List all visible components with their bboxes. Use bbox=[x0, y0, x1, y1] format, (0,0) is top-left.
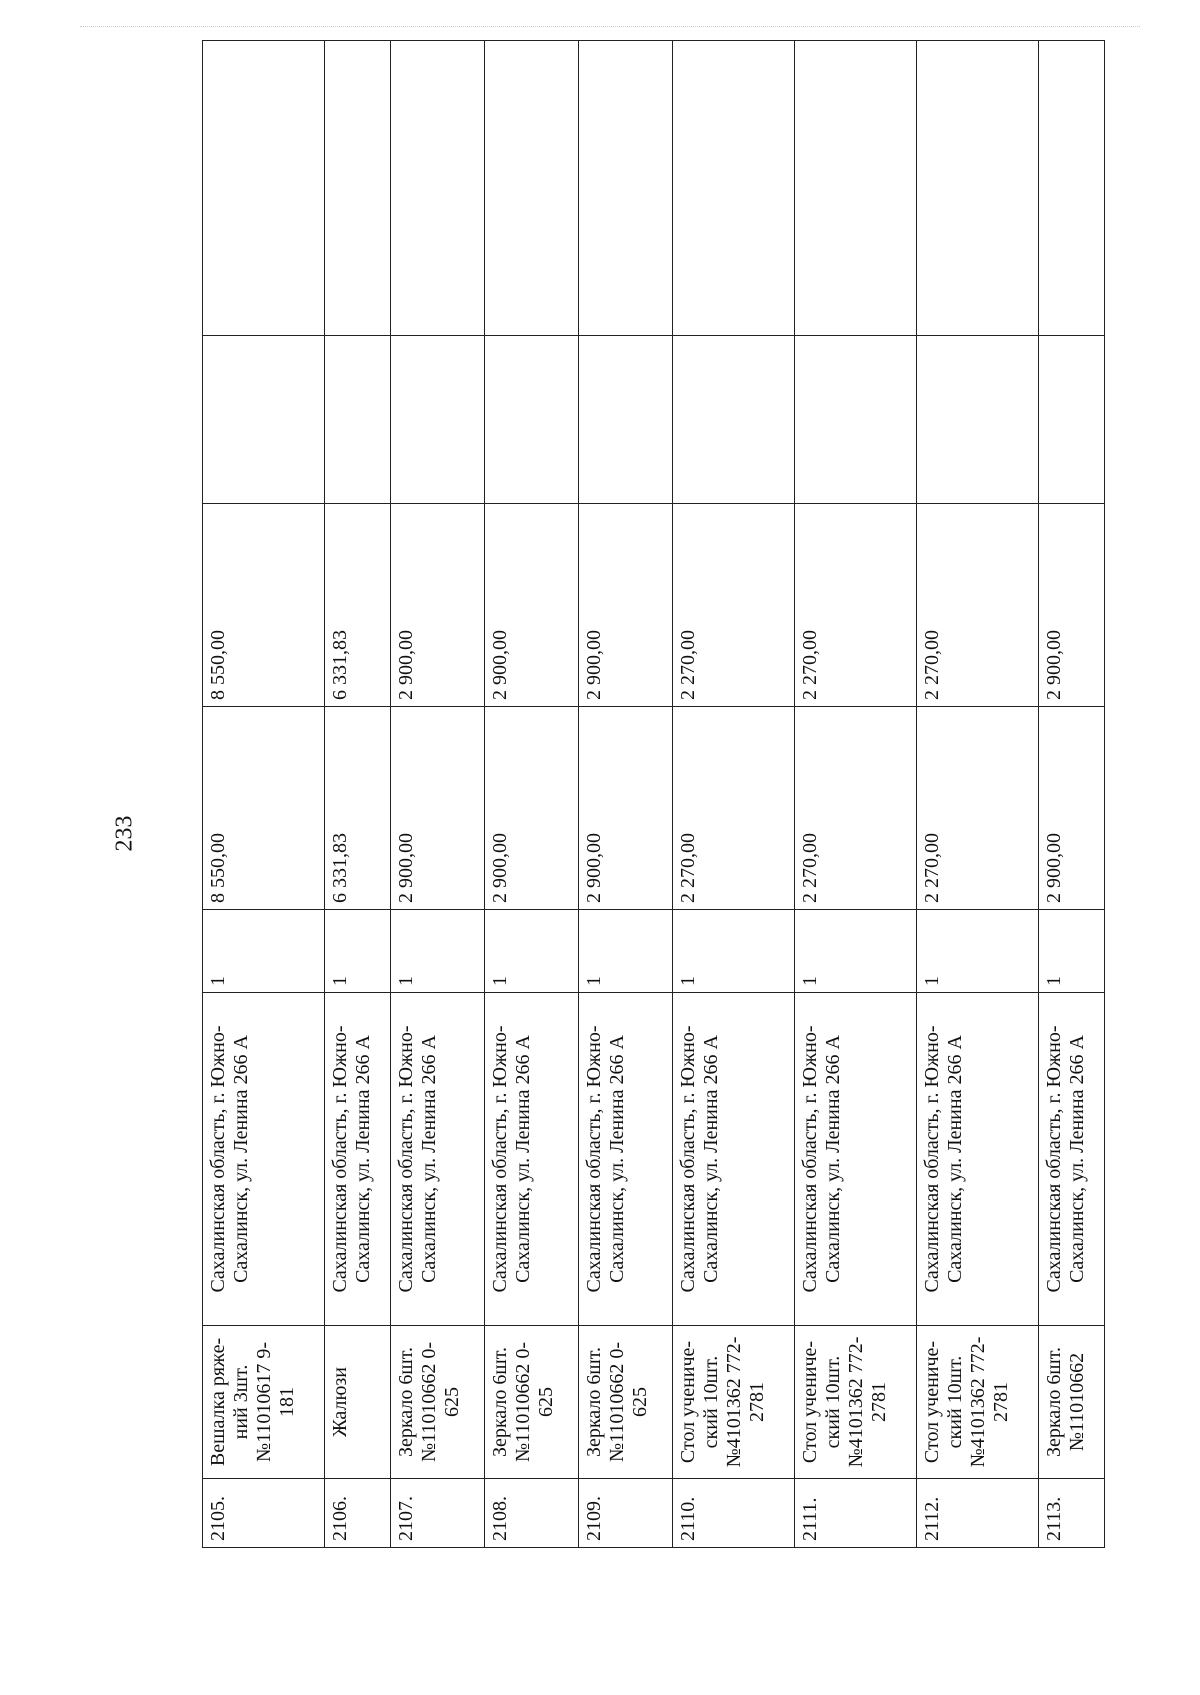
cost-cell: 2 270,00 bbox=[673, 707, 795, 910]
extra-cell-1 bbox=[391, 336, 485, 504]
address-cell: Сахалинская область, г. Южно-Сахалинск, ул. Ленина 266 А bbox=[203, 993, 325, 1326]
row-number-cell: 2112. bbox=[916, 1479, 1038, 1548]
item-name-cell: Стол учениче-ский 10шт.№4101362 772-2781 bbox=[795, 1326, 917, 1479]
table-row bbox=[795, 41, 917, 1548]
cost-cell: 2 270,00 bbox=[916, 707, 1038, 910]
extra-cell-2 bbox=[579, 41, 673, 336]
item-name-cell: Вешалка ряже-ний 3шт.№11010617 9-181 bbox=[203, 1326, 325, 1479]
extra-cell-2 bbox=[1038, 41, 1104, 336]
row-number-cell: 2108. bbox=[485, 1479, 579, 1548]
extra-cell-1 bbox=[203, 336, 325, 504]
extra-cell-2 bbox=[795, 41, 917, 336]
quantity-cell: 1 bbox=[673, 910, 795, 993]
residual-value-cell: 2 900,00 bbox=[1038, 504, 1104, 707]
item-name-cell: Зеркало 6шт.№11010662 bbox=[1038, 1326, 1104, 1479]
cost-cell: 2 900,00 bbox=[579, 707, 673, 910]
quantity-cell: 1 bbox=[324, 910, 390, 993]
residual-value-cell: 2 270,00 bbox=[673, 504, 795, 707]
table-row bbox=[1038, 41, 1104, 1548]
quantity-cell: 1 bbox=[795, 910, 917, 993]
extra-cell-1 bbox=[673, 336, 795, 504]
extra-cell-2 bbox=[203, 41, 325, 336]
cost-cell: 8 550,00 bbox=[203, 707, 325, 910]
address-cell: Сахалинская область, г. Южно-Сахалинск, ул. Ленина 266 А bbox=[391, 993, 485, 1326]
inventory-table bbox=[202, 40, 1105, 1548]
extra-cell-2 bbox=[673, 41, 795, 336]
table-row bbox=[324, 41, 390, 1548]
item-name-cell: Зеркало 6шт.№11010662 0-625 bbox=[391, 1326, 485, 1479]
extra-cell-1 bbox=[795, 336, 917, 504]
address-cell: Сахалинская область, г. Южно-Сахалинск, ул. Ленина 266 А bbox=[485, 993, 579, 1326]
page-number: 233 bbox=[111, 815, 138, 852]
table-row bbox=[203, 41, 325, 1548]
table-row bbox=[916, 41, 1038, 1548]
residual-value-cell: 6 331,83 bbox=[324, 504, 390, 707]
table-row bbox=[391, 41, 485, 1548]
address-cell: Сахалинская область, г. Южно-Сахалинск, ул. Ленина 266 А bbox=[916, 993, 1038, 1326]
quantity-cell: 1 bbox=[579, 910, 673, 993]
residual-value-cell: 2 900,00 bbox=[579, 504, 673, 707]
extra-cell-1 bbox=[916, 336, 1038, 504]
residual-value-cell: 2 270,00 bbox=[795, 504, 917, 707]
cost-cell: 2 900,00 bbox=[485, 707, 579, 910]
row-number-cell: 2107. bbox=[391, 1479, 485, 1548]
table-row bbox=[673, 41, 795, 1548]
extra-cell-1 bbox=[324, 336, 390, 504]
extra-cell-2 bbox=[324, 41, 390, 336]
residual-value-cell: 2 270,00 bbox=[916, 504, 1038, 707]
row-number-cell: 2106. bbox=[324, 1479, 390, 1548]
scan-artifact-line bbox=[80, 12, 1140, 27]
extra-cell-2 bbox=[391, 41, 485, 336]
table-row bbox=[485, 41, 579, 1548]
item-name-cell: Стол учениче-ский 10шт.№4101362 772-2781 bbox=[673, 1326, 795, 1479]
row-number-cell: 2113. bbox=[1038, 1479, 1104, 1548]
row-number-cell: 2109. bbox=[579, 1479, 673, 1548]
quantity-cell: 1 bbox=[203, 910, 325, 993]
address-cell: Сахалинская область, г. Южно-Сахалинск, ул. Ленина 266 А bbox=[673, 993, 795, 1326]
cost-cell: 2 900,00 bbox=[391, 707, 485, 910]
address-cell: Сахалинская область, г. Южно-Сахалинск, ул. Ленина 266 А bbox=[1038, 993, 1104, 1326]
row-number-cell: 2110. bbox=[673, 1479, 795, 1548]
item-name-cell: Стол учениче-ский 10шт.№4101362 772-2781 bbox=[916, 1326, 1038, 1479]
item-name-cell: Зеркало 6шт.№11010662 0-625 bbox=[485, 1326, 579, 1479]
extra-cell-1 bbox=[1038, 336, 1104, 504]
quantity-cell: 1 bbox=[391, 910, 485, 993]
extra-cell-2 bbox=[485, 41, 579, 336]
item-name-cell: Зеркало 6шт.№11010662 0-625 bbox=[579, 1326, 673, 1479]
item-name-cell: Жалюзи bbox=[324, 1326, 390, 1479]
address-cell: Сахалинская область, г. Южно-Сахалинск, ул. Ленина 266 А bbox=[579, 993, 673, 1326]
table-body bbox=[203, 41, 1105, 1548]
quantity-cell: 1 bbox=[916, 910, 1038, 993]
cost-cell: 6 331,83 bbox=[324, 707, 390, 910]
residual-value-cell: 2 900,00 bbox=[391, 504, 485, 707]
cost-cell: 2 270,00 bbox=[795, 707, 917, 910]
row-number-cell: 2111. bbox=[795, 1479, 917, 1548]
extra-cell-1 bbox=[485, 336, 579, 504]
cost-cell: 2 900,00 bbox=[1038, 707, 1104, 910]
inventory-table-rotated bbox=[202, 145, 1105, 1548]
address-cell: Сахалинская область, г. Южно-Сахалинск, ул. Ленина 266 А bbox=[324, 993, 390, 1326]
residual-value-cell: 2 900,00 bbox=[485, 504, 579, 707]
quantity-cell: 1 bbox=[1038, 910, 1104, 993]
row-number-cell: 2105. bbox=[203, 1479, 325, 1548]
address-cell: Сахалинская область, г. Южно-Сахалинск, ул. Ленина 266 А bbox=[795, 993, 917, 1326]
extra-cell-2 bbox=[916, 41, 1038, 336]
quantity-cell: 1 bbox=[485, 910, 579, 993]
extra-cell-1 bbox=[579, 336, 673, 504]
table-row bbox=[579, 41, 673, 1548]
residual-value-cell: 8 550,00 bbox=[203, 504, 325, 707]
